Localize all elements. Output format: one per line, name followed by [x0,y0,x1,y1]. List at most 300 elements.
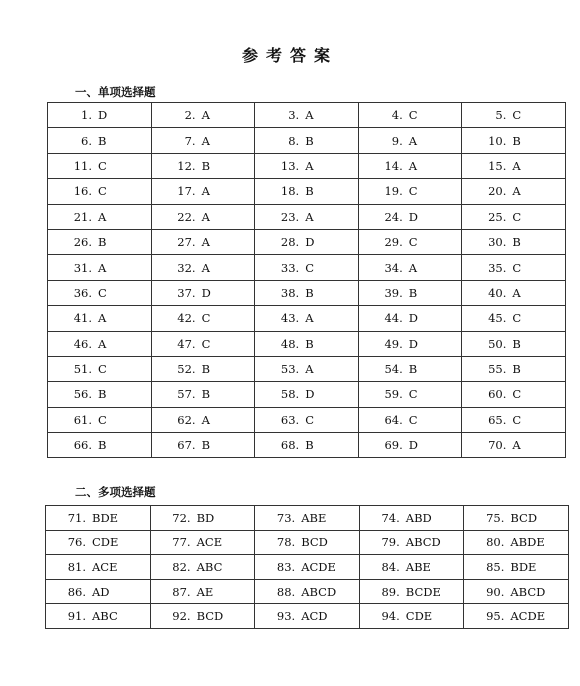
answer-cell [462,382,566,407]
answer-letter: AE [196,584,214,599]
question-number: 30. [488,235,507,250]
answer-cell [464,579,569,604]
answer-letter: B [305,336,314,351]
question-number: 15. [488,158,507,173]
answer-letter: BDE [92,510,119,525]
question-number: 48. [280,336,300,351]
table-row [48,382,566,407]
answer-cell [151,280,255,305]
table-row [48,103,566,128]
answer-letter: C [98,184,107,199]
answer-letter: A [201,209,210,224]
single-choice-answer-table [47,102,566,458]
question-number: 38. [280,285,300,300]
question-number: 86. [67,584,86,599]
question-number: 52. [177,362,196,377]
question-number: 1. [81,108,92,123]
question-number: 23. [280,209,300,224]
question-number: 10. [488,133,507,148]
answer-letter: ABC [196,559,223,574]
answer-letter: ACD [301,609,328,624]
question-number: 90. [486,584,505,599]
question-number: 95. [486,609,505,624]
answer-letter: A [305,362,314,377]
question-number: 91. [67,609,86,624]
question-number: 33. [280,260,300,275]
answer-cell [151,306,255,331]
answer-cell [151,407,255,432]
question-number: 66. [73,438,92,453]
answer-cell [462,103,566,128]
question-number: 58. [280,387,300,402]
question-number: 45. [488,311,507,326]
table-row [48,306,566,331]
question-number: 80. [486,535,505,550]
answer-cell [48,103,152,128]
answer-letter: C [98,285,107,300]
answer-letter: B [408,362,418,377]
question-number: 85. [486,559,505,574]
question-number: 47. [177,336,196,351]
answer-cell [255,382,359,407]
answer-cell [358,128,462,153]
question-number: 65. [488,412,507,427]
answer-cell [462,331,566,356]
question-number: 94. [381,609,400,624]
answer-letter: ABCD [301,584,337,599]
question-number: 62. [177,412,196,427]
answer-letter: D [408,336,419,351]
question-number: 37. [177,285,196,300]
answer-cell [255,255,359,280]
question-number: 93. [276,609,296,624]
answer-cell [359,555,464,580]
answer-letter: ABD [405,510,432,525]
question-number: 6. [81,133,92,148]
answer-letter: ABC [92,609,118,624]
question-number: 61. [73,412,92,427]
answer-letter: ACE [92,559,118,574]
answer-letter: ABDE [510,535,545,550]
answer-letter: D [408,311,419,326]
table-row [46,604,569,629]
question-number: 67. [177,438,196,453]
question-number: 17. [177,184,196,199]
answer-letter: B [98,133,107,148]
answer-cell [151,128,255,153]
answer-cell [462,153,566,178]
answer-cell [150,579,255,604]
answer-letter: ABCD [405,535,441,550]
answer-cell [255,604,360,629]
answer-cell [359,604,464,629]
question-number: 78. [276,535,296,550]
question-number: 34. [384,260,403,275]
answer-letter: C [408,235,418,250]
question-number: 81. [67,559,86,574]
answer-cell [255,280,359,305]
answer-letter: ABE [301,510,327,525]
answer-letter: ACDE [510,609,546,624]
question-number: 74. [381,510,400,525]
answer-letter: B [98,438,107,453]
question-number: 13. [280,158,300,173]
answer-cell [46,579,151,604]
question-number: 54. [384,362,403,377]
answer-cell [48,280,152,305]
question-number: 92. [172,609,191,624]
answer-cell [358,382,462,407]
question-number: 75. [486,510,505,525]
answer-cell [255,331,359,356]
question-number: 63. [280,412,300,427]
answer-letter: A [98,209,107,224]
question-number: 70. [488,438,507,453]
answer-letter: C [201,336,211,351]
answer-letter: A [512,158,521,173]
answer-cell [46,530,151,555]
answer-cell [359,579,464,604]
answer-cell [150,604,255,629]
answer-letter: A [201,412,210,427]
answer-cell [151,153,255,178]
table-row [46,530,569,555]
answer-cell [48,407,152,432]
answer-letter: B [305,184,314,199]
question-number: 49. [384,336,403,351]
answer-letter: CDE [405,609,433,624]
answer-cell [151,382,255,407]
answer-letter: A [305,108,314,123]
answer-letter: C [98,362,107,377]
answer-letter: A [305,158,314,173]
answer-cell [151,356,255,381]
question-number: 89. [381,584,400,599]
answer-cell [464,506,569,531]
question-number: 18. [280,184,300,199]
answer-letter: B [201,362,211,377]
question-number: 83. [276,559,296,574]
answer-letter: C [512,387,522,402]
table-row [48,433,566,458]
answer-letter: D [408,438,419,453]
answer-letter: D [201,285,211,300]
answer-cell [151,179,255,204]
question-number: 72. [172,510,191,525]
question-number: 40. [488,285,507,300]
answer-letter: A [408,133,418,148]
question-number: 24. [384,209,403,224]
question-number: 29. [384,235,403,250]
answer-cell [358,153,462,178]
answer-cell [48,255,152,280]
answer-letter: A [98,336,107,351]
question-number: 51. [73,362,92,377]
question-number: 88. [276,584,296,599]
answer-letter: B [305,133,314,148]
question-number: 73. [276,510,296,525]
answer-cell [255,306,359,331]
answer-cell [358,280,462,305]
section-title-multiple-choice: 二、多项选择题 [75,485,156,499]
answer-cell [462,255,566,280]
question-number: 87. [172,584,191,599]
question-number: 20. [488,184,507,199]
table-row [46,506,569,531]
answer-letter: C [512,108,522,123]
answer-cell [358,331,462,356]
answer-cell [255,356,359,381]
answer-cell [255,579,360,604]
answer-cell [358,255,462,280]
answer-cell [48,331,152,356]
answer-letter: A [305,209,314,224]
question-number: 59. [384,387,403,402]
answer-letter: B [512,235,521,250]
answer-letter: C [512,412,522,427]
answer-cell [151,204,255,229]
answer-letter: CDE [92,535,119,550]
question-number: 82. [172,559,191,574]
answer-cell [255,204,359,229]
answer-cell [462,306,566,331]
question-number: 79. [381,535,400,550]
answer-cell [358,433,462,458]
answer-letter: C [512,209,522,224]
answer-letter: C [98,412,107,427]
answer-cell [359,506,464,531]
question-number: 50. [488,336,507,351]
answer-cell [255,555,360,580]
answer-cell [151,255,255,280]
answer-letter: D [408,209,419,224]
question-number: 11. [73,158,92,173]
answer-cell [462,204,566,229]
question-number: 71. [67,510,86,525]
page-title: 参考答案 [241,46,338,65]
answer-cell [48,128,152,153]
answer-cell [358,204,462,229]
question-number: 19. [384,184,403,199]
answer-letter: A [305,311,314,326]
answer-cell [150,555,255,580]
question-number: 55. [488,362,507,377]
answer-letter: BCD [196,609,224,624]
answer-letter: B [201,438,211,453]
question-number: 28. [280,235,300,250]
answer-cell [255,530,360,555]
question-number: 44. [384,311,403,326]
answer-cell [48,229,152,254]
answer-letter: ACE [196,535,223,550]
table-row [48,255,566,280]
answer-cell [48,433,152,458]
answer-letter: A [201,235,210,250]
question-number: 46. [73,336,92,351]
answer-cell [48,306,152,331]
answer-cell [462,179,566,204]
question-number: 27. [177,235,196,250]
answer-letter: A [201,108,210,123]
answer-letter: BCDE [405,584,441,599]
table-row [48,407,566,432]
answer-letter: B [512,336,521,351]
answer-letter: B [305,285,314,300]
question-number: 43. [280,311,300,326]
table-row [48,280,566,305]
question-number: 25. [488,209,507,224]
answer-cell [255,433,359,458]
answer-letter: C [98,158,107,173]
answer-letter: D [305,235,315,250]
answer-cell [151,229,255,254]
answer-cell [358,356,462,381]
question-number: 7. [184,133,196,148]
answer-letter: C [512,260,522,275]
answer-letter: C [408,108,418,123]
answer-cell [46,604,151,629]
question-number: 53. [280,362,300,377]
answer-cell [48,204,152,229]
answer-cell [358,407,462,432]
answer-letter: C [408,412,418,427]
question-number: 57. [177,387,196,402]
answer-letter: C [512,311,522,326]
question-number: 3. [288,108,300,123]
answer-cell [255,153,359,178]
answer-letter: C [408,387,418,402]
answer-cell [464,604,569,629]
answer-cell [48,179,152,204]
question-number: 41. [73,311,92,326]
answer-cell [48,356,152,381]
question-number: 12. [177,158,196,173]
answer-letter: B [98,387,107,402]
section-title-single-choice: 一、单项选择题 [75,85,156,99]
answer-cell [151,103,255,128]
answer-letter: D [305,387,315,402]
answer-cell [462,356,566,381]
answer-cell [358,103,462,128]
answer-cell [462,128,566,153]
answer-letter: B [512,362,521,377]
question-number: 21. [73,209,92,224]
question-number: 16. [73,184,92,199]
question-number: 42. [177,311,196,326]
answer-letter: C [305,260,314,275]
answer-letter: B [305,438,314,453]
answer-letter: BD [196,510,215,525]
question-number: 35. [488,260,507,275]
table-row [48,356,566,381]
answer-cell [462,229,566,254]
answer-cell [358,229,462,254]
table-row [48,179,566,204]
answer-letter: C [408,184,418,199]
answer-letter: D [98,108,108,123]
question-number: 76. [67,535,86,550]
question-number: 60. [488,387,507,402]
answer-cell [46,506,151,531]
answer-letter: A [98,260,107,275]
question-number: 2. [184,108,196,123]
question-number: 8. [288,133,300,148]
question-number: 84. [381,559,400,574]
question-number: 31. [73,260,92,275]
table-row [48,229,566,254]
question-number: 22. [177,209,196,224]
question-number: 36. [73,285,92,300]
answer-letter: A [512,285,521,300]
answer-letter: A [408,260,418,275]
answer-cell [255,407,359,432]
answer-cell [46,555,151,580]
question-number: 69. [384,438,403,453]
table-row [46,555,569,580]
table-row [46,579,569,604]
answer-cell [464,555,569,580]
answer-letter: B [201,387,211,402]
question-number: 64. [384,412,403,427]
answer-cell [151,331,255,356]
answer-letter: BCD [510,510,538,525]
answer-letter: ABE [405,559,431,574]
answer-letter: A [201,260,210,275]
answer-cell [462,280,566,305]
question-number: 9. [391,133,403,148]
answer-cell [255,229,359,254]
answer-letter: A [408,158,418,173]
answer-letter: C [305,412,314,427]
question-number: 56. [73,387,92,402]
answer-letter: A [201,184,210,199]
answer-letter: B [408,285,418,300]
answer-cell [48,382,152,407]
answer-cell [150,530,255,555]
answer-letter: A [201,133,210,148]
question-number: 39. [384,285,403,300]
question-number: 32. [177,260,196,275]
answer-letter: BCD [301,535,328,550]
answer-cell [464,530,569,555]
question-number: 5. [495,108,507,123]
answer-cell [48,153,152,178]
answer-cell [359,530,464,555]
question-number: 77. [172,535,191,550]
answer-cell [358,179,462,204]
answer-cell [150,506,255,531]
question-number: 26. [73,235,92,250]
answer-letter: C [201,311,211,326]
answer-cell [255,179,359,204]
answer-cell [255,506,360,531]
question-number: 68. [280,438,300,453]
table-row [48,153,566,178]
question-number: 4. [391,108,403,123]
answer-letter: B [512,133,521,148]
table-row [48,204,566,229]
answer-cell [151,433,255,458]
answer-letter: B [98,235,107,250]
question-number: 14. [384,158,403,173]
answer-letter: A [512,438,521,453]
answer-cell [462,407,566,432]
answer-cell [358,306,462,331]
answer-letter: A [98,311,107,326]
answer-cell [462,433,566,458]
answer-letter: ABCD [510,584,546,599]
answer-letter: BDE [510,559,537,574]
